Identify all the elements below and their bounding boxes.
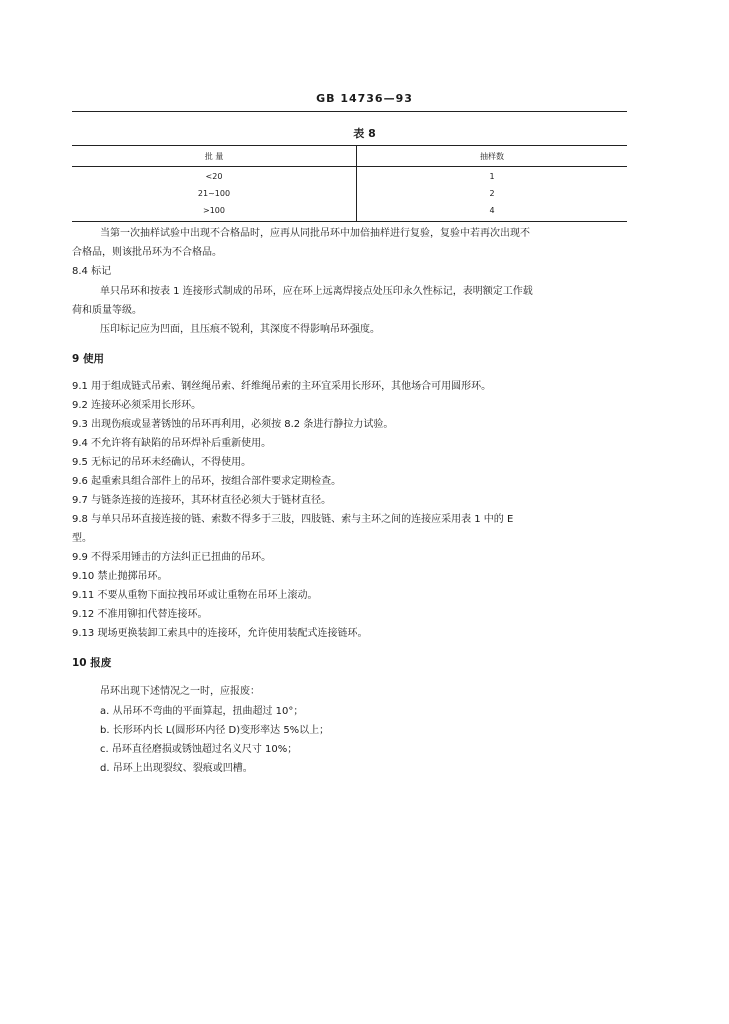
table-header-batch: 批 量 [204, 152, 224, 161]
table-cell-sample: 2 [489, 189, 495, 198]
table-cell-batch: <20 [205, 172, 223, 181]
list-item: b. 长形环内长 L(圆形环内径 D)变形率达 5%以上； [100, 725, 330, 736]
clause-item: 9.13 现场更换装卸工索具中的连接环，允许使用装配式连接链环。 [72, 628, 368, 639]
section-10-title: 10 报废 [72, 657, 112, 669]
table-cell-sample: 4 [489, 206, 495, 215]
header-rule [72, 111, 627, 112]
document-header: GB 14736—93 [316, 92, 413, 105]
paragraph-line: 合格品，则该批吊环为不合格品。 [72, 247, 222, 258]
table-header-rule [72, 166, 627, 167]
paragraph-line: 荷和质量等级。 [72, 305, 142, 316]
table-caption: 表 8 [353, 127, 376, 140]
clause-item: 9.10 禁止抛掷吊环。 [72, 571, 168, 582]
clause-item: 9.3 出现伤痕或显著锈蚀的吊环再利用，必须按 8.2 条进行静拉力试验。 [72, 419, 394, 430]
clause-item: 9.6 起重索具组合部件上的吊环，按组合部件要求定期检查。 [72, 476, 342, 487]
clause-item-continuation: 型。 [72, 533, 92, 544]
table-top-rule [72, 145, 627, 146]
table-cell-batch: >100 [203, 206, 225, 215]
clause-item: 9.11 不要从重物下面拉拽吊环或让重物在吊环上滚动。 [72, 590, 318, 601]
clause-item: 9.7 与链条连接的连接环，其环材直径必须大于链材直径。 [72, 495, 332, 506]
clause-item: 9.2 连接环必须采用长形环。 [72, 400, 202, 411]
clause-item: 9.5 无标记的吊环未经确认，不得使用。 [72, 457, 252, 468]
paragraph-line: 压印标记应为凹面，且压痕不锐利，其深度不得影响吊环强度。 [100, 324, 380, 335]
table-header-sample: 抽样数 [480, 152, 504, 161]
paragraph-line: 吊环出现下述情况之一时，应报废： [100, 686, 260, 697]
list-item: c. 吊环直径磨损或锈蚀超过名义尺寸 10%； [100, 744, 298, 755]
table-cell-batch: 21~100 [197, 189, 231, 198]
paragraph-line: 当第一次抽样试验中出现不合格品时，应再从同批吊环中加倍抽样进行复验，复验中若再次出现不 [100, 228, 530, 239]
table-cell-sample: 1 [489, 172, 495, 181]
clause-item: 9.8 与单只吊环直接连接的链、索数不得多于三肢，四肢链、索与主环之间的连接应采用表 1 中的 E [72, 514, 514, 525]
section-8-4-title: 8.4 标记 [72, 266, 112, 277]
paragraph-line: 单只吊环和按表 1 连接形式制成的吊环，应在环上远离焊接点处压印永久性标记，表明额定工作载 [100, 286, 533, 297]
table-bottom-rule [72, 221, 627, 222]
clause-item: 9.12 不准用铆扣代替连接环。 [72, 609, 208, 620]
clause-item: 9.4 不允许将有缺陷的吊环焊补后重新使用。 [72, 438, 272, 449]
clause-item: 9.1 用于组成链式吊索、钢丝绳吊索、纤维绳吊索的主环宜采用长形环，其他场合可用圆形环。 [72, 381, 492, 392]
clause-item: 9.9 不得采用锤击的方法纠正已扭曲的吊环。 [72, 552, 272, 563]
list-item: a. 从吊环不弯曲的平面算起，扭曲超过 10°； [100, 706, 304, 717]
section-9-title: 9 使用 [72, 353, 104, 365]
list-item: d. 吊环上出现裂纹、裂痕或凹槽。 [100, 763, 253, 774]
